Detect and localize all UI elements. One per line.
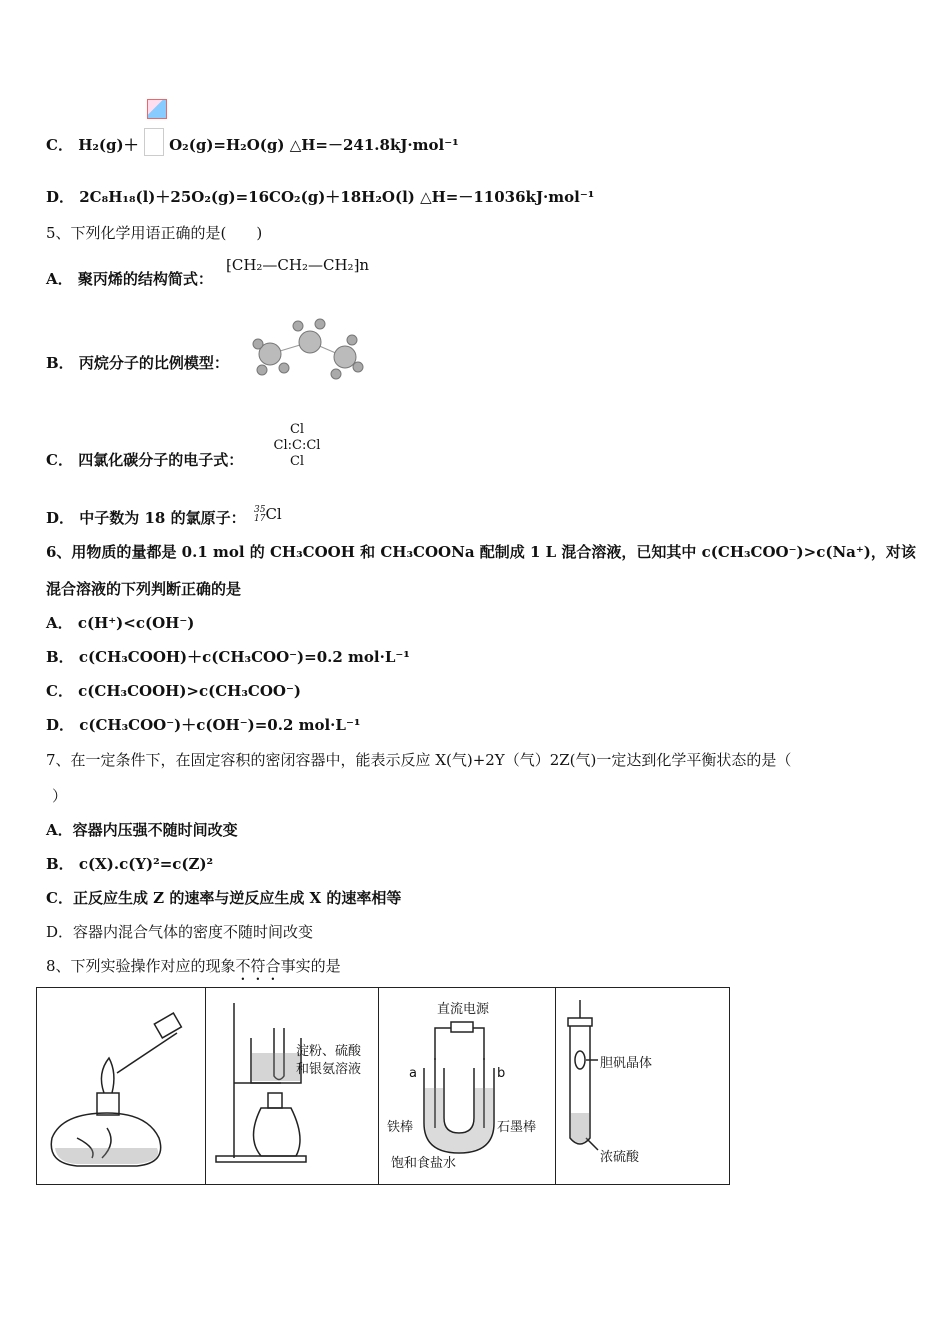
q7-option-b: B． c(X).c(Y)²=c(Z)² — [46, 855, 214, 873]
electron-mid: Cl:C:Cl — [273, 438, 321, 453]
q5-option-a — [46, 268, 213, 289]
electron-top: Cl — [289, 422, 305, 437]
fig2-label-line2: 和银氨溶液 — [296, 1062, 362, 1077]
q6-option-b: B． c(CH₃COOH)＋c(CH₃COO⁻)=0.2 mol·L⁻¹ — [46, 648, 410, 666]
water-bath-drawing — [206, 988, 378, 1184]
fig-test-tube — [556, 988, 730, 1184]
fig3-label-brine: 饱和食盐水 — [391, 1156, 457, 1171]
fig3-label-iron-rod: 铁棒 — [387, 1120, 414, 1135]
fig4-label-crystal: 胆矾晶体 — [600, 1056, 653, 1071]
fig3-label-b: b — [497, 1066, 506, 1081]
q7-stem-line2: ） — [52, 787, 68, 805]
equation: 2C₈H₁₈(l)＋25O₂(g)=16CO₂(g)＋18H₂O(l) △H=－11036kJ·mol⁻¹ — [79, 188, 595, 206]
q7-option-a: A．容器内压强不随时间改变 — [46, 821, 238, 839]
q8-stem-part1: 8、下列实验操作对应的现象 — [46, 957, 236, 975]
q4-option-c — [46, 128, 459, 156]
isotope-number: 17 — [254, 514, 266, 524]
q8-stem — [46, 955, 341, 984]
q8-figure-row — [36, 987, 730, 1185]
q6-option-a: A． c(H⁺)<c(OH⁻) — [46, 614, 195, 632]
q7-option-c: C．正反应生成 Z 的速率与逆反应生成 X 的速率相等 — [46, 889, 402, 907]
option-label: C． — [46, 136, 73, 154]
isotope-mass: 35 — [254, 505, 266, 515]
option-text: 丙烷分子的比例模型： — [78, 354, 229, 372]
q6-option-c: C． c(CH₃COOH)>c(CH₃COO⁻) — [46, 682, 301, 700]
q5-option-c — [46, 449, 243, 470]
propane-model-image — [240, 312, 370, 382]
fig3-label-a: a — [409, 1066, 417, 1081]
electron-bot: Cl — [289, 454, 305, 469]
equation-part2: O₂(g)=H₂O(g) △H=－241.8kJ·mol⁻¹ — [169, 136, 459, 154]
fig-alcohol-lamp — [37, 988, 206, 1184]
option-text: 四氯化碳分子的电子式： — [78, 451, 244, 469]
q6-stem-line1: 6、用物质的量都是 0.1 mol 的 CH₃COOH 和 CH₃COONa 配制成 1 L 混合溶液，已知其中 c(CH₃COO⁻)>c(Na⁺)，对该 — [46, 543, 916, 561]
option-label: D． — [46, 188, 75, 206]
q7-stem-line1: 7、在一定条件下，在固定容积的密闭容器中，能表示反应 X(气)+2Y（气）2Z(气)一定达到化学平衡状态的是（ — [46, 751, 792, 769]
fig3-label-graphite-rod: 石墨棒 — [497, 1120, 537, 1135]
option-text: 中子数为 18 的氯原子： — [79, 509, 246, 527]
q5-option-b — [46, 352, 229, 373]
option-label: C． — [46, 451, 73, 469]
option-text: 聚丙烯的结构简式： — [77, 270, 213, 288]
fig3-title: 直流电源 — [437, 1002, 490, 1017]
broken-image-icon — [144, 128, 164, 156]
q4-option-d — [46, 186, 594, 207]
test-tube-drawing — [556, 988, 730, 1184]
option-label: B． — [46, 354, 74, 372]
option-label: A． — [46, 270, 73, 288]
q8-stem-part2: 事实的是 — [280, 957, 341, 975]
q8-stem-emphasis: 不符合 — [235, 957, 281, 975]
fig2-label-line1: 淀粉、硫酸 — [296, 1044, 362, 1059]
chlorine-isotope — [254, 505, 282, 524]
fig-water-bath — [206, 988, 379, 1184]
fig-electrolysis — [379, 988, 556, 1184]
q6-stem-line2: 混合溶液的下列判断正确的是 — [46, 580, 242, 598]
fig4-label-acid: 浓硫酸 — [600, 1150, 640, 1165]
equation-part1: H₂(g)＋ — [78, 136, 139, 154]
polypropylene-formula: ⁅CH₂—CH₂—CH₂⁆n — [226, 256, 370, 274]
option-label: D． — [46, 509, 75, 527]
q5-stem: 5、下列化学用语正确的是( ) — [46, 224, 263, 242]
ccl4-electron-formula — [262, 422, 332, 470]
q5-option-d — [46, 507, 246, 528]
isotope-symbol: Cl — [265, 505, 282, 523]
q7-option-d: D．容器内混合气体的密度不随时间改变 — [46, 923, 314, 941]
q6-option-d: D． c(CH₃COO⁻)＋c(OH⁻)=0.2 mol·L⁻¹ — [46, 716, 361, 734]
alcohol-lamp-drawing — [37, 988, 205, 1184]
